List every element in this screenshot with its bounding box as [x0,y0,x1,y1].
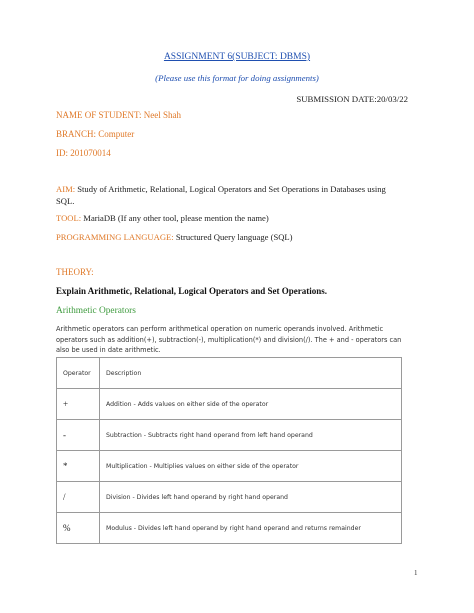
student-name: NAME OF STUDENT: Neel Shah [56,110,182,120]
operator-cell: - [57,420,100,451]
aim-line-cont: SQL. [56,196,75,206]
table-row [57,513,402,544]
theory-heading: Explain Arithmetic, Relational, Logical Operators and Set Operations. [56,286,327,296]
table-row [57,451,402,482]
aim-text: Study of Arithmetic, Relational, Logical Operators and Set Operations in Databases using [75,184,386,194]
assignment-title: ASSIGNMENT 6(SUBJECT: DBMS) [163,52,311,62]
operator-cell: / [57,482,100,513]
description-cell: Subtraction - Subtracts right hand operand from left hand operand [100,420,402,451]
aim-label: AIM: [56,184,76,194]
operator-cell: + [57,389,100,420]
student-id: ID: 201070014 [56,148,111,158]
format-note: (Please use this format for doing assignments) [155,73,319,83]
tool-line [56,212,426,224]
language-text: Structured Query language (SQL) [173,232,293,242]
student-branch: BRANCH: Computer [56,129,135,139]
operator-cell: % [57,513,100,544]
theory-label: THEORY: [56,267,94,277]
table-row [57,482,402,513]
description-cell: Modulus - Divides left hand operand by right hand operand and returns remainder [100,513,402,544]
aim-line [56,183,426,195]
language-line [56,231,426,243]
description-cell: Addition - Adds values on either side of the operator [100,389,402,420]
page-number: 1 [414,569,418,577]
header-operator: Operator [57,358,100,389]
tool-label: TOOL: [56,213,82,223]
submission-date: SUBMISSION DATE:20/03/22 [296,94,408,104]
language-label: PROGRAMMING LANGUAGE: [56,232,174,242]
header-description: Description [100,358,402,389]
table-row [57,420,402,451]
tool-text: MariaDB (If any other tool, please mention the name) [81,213,269,223]
operators-table [56,357,402,544]
operator-cell: * [57,451,100,482]
theory-paragraph: Arithmetic operators can perform arithmetical operation on numeric operands involved. Arithmetic operators such as addition(+), subtraction(-), multiplication(*) and division(/). The + and - operators can also be used in date arithmetic. [56,325,402,354]
description-cell: Division - Divides left hand operand by right hand operand [100,482,402,513]
table-row [57,389,402,420]
table-header-row [57,358,402,389]
description-cell: Multiplication - Multiplies values on either side of the operator [100,451,402,482]
section-title: Arithmetic Operators [56,306,136,316]
